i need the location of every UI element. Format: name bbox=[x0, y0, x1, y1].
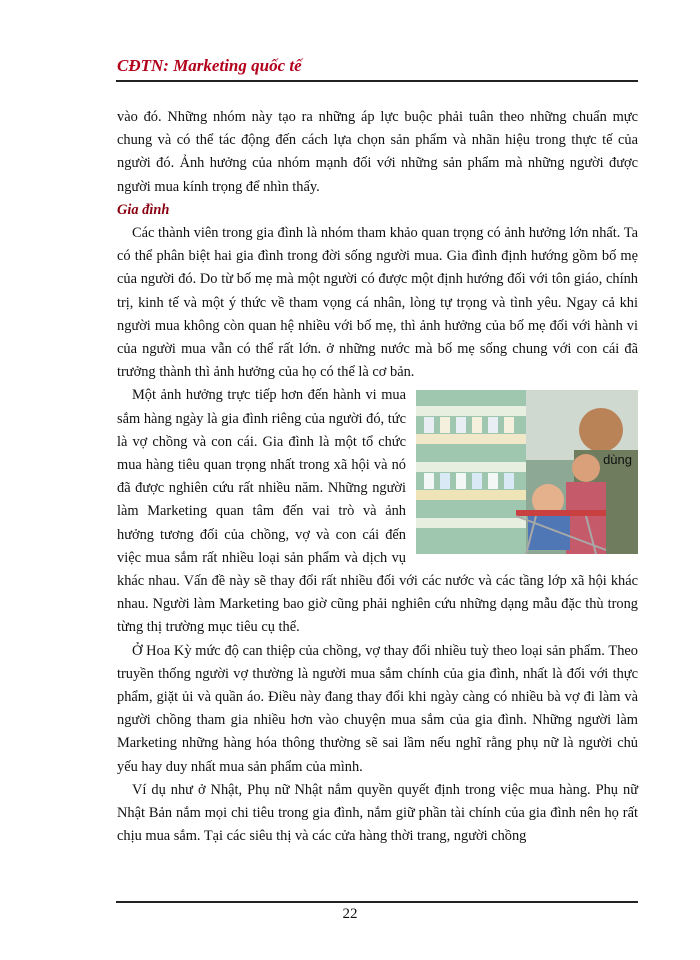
running-header-title: CĐTN: Marketing quốc tế bbox=[117, 56, 302, 75]
footer-divider bbox=[116, 901, 638, 903]
header-divider bbox=[116, 80, 638, 82]
supermarket-photo-illustration bbox=[416, 390, 638, 554]
paragraph-3: Một ảnh hưởng trực tiếp hơn đến hành vi mua sắm hàng ngày là gia đình riêng của người đó, tức là vợ chồng và con cái. Gia đình là một tổ chức mua hàng tiêu quan trọng nhất trong xã hội và nó đã được nghiên cứu rất nhiều năm. Những người làm Marketing quan tâm đến vai trò và ảnh hưởng tương đối của chồng, vợ và con cái đến việc mua sắm rất nhiều loại sản phẩm và dịch vụ khác nhau. Vấn đề này sẽ thay đổi rất nhiều đối với các nước và các tầng lớp xã hội khác nhau. Người làm Marketing bao giờ cũng phải nghiên cứu những dạng mẫu đặc thù trong từng thị trường mục tiêu cụ thể. bbox=[117, 387, 638, 636]
page-number: 22 bbox=[342, 906, 358, 922]
family-shopping-photo bbox=[416, 390, 638, 554]
section-heading-family: Gia đình bbox=[117, 201, 170, 218]
paragraph-4: Ở Hoa Kỳ mức độ can thiệp của chồng, vợ thay đổi nhiều tuỳ theo loại sản phẩm. Theo truyền thống người vợ thường là người mua sắm chính của gia đình, nhất là đối với thực phẩm, giặt ủi và quần áo. Điều này đang thay đổi khi ngày càng có nhiều bà vợ đi làm và người chồng tham gia nhiều hơn vào chuyện mua sắm của gia đình. Những người làm Marketing những hàng hóa thông thường sẽ sai lầm nếu nghĩ rằng phụ nữ là người chủ yếu hay duy nhất mua sản phẩm của mình. bbox=[117, 642, 638, 775]
paragraph-1: vào đó. Những nhóm này tạo ra những áp lực buộc phải tuân theo những chuẩn mực chung và có thể tác động đến cách lựa chọn sản phẩm và nhãn hiệu trong thực tế của người đó. Ảnh hưởng của nhóm mạnh đối với những sản phẩm mà những người được người mua kính trọng để nhìn thấy. bbox=[117, 109, 638, 195]
paragraph-2: Các thành viên trong gia đình là nhóm tham khảo quan trọng có ảnh hưởng lớn nhất. Ta có thể phân biệt hai gia đình trong đời sống người mua. Gia đình định hướng gồm bố mẹ của người đó. Do từ bố mẹ mà một người có được một định hướng đối với tôn giáo, chính trị, kinh tế và một ý thức về tham vọng cá nhân, lòng tự trọng và tình yêu. Ngay cả khi người mua không còn quan hệ nhiều với bố mẹ, thì ảnh hưởng của bố mẹ đối với hành vi của người mua vẫn có thể rất lớn. ở những nước mà bố mẹ sống chung với con cái đã trưởng thành thì ảnh hưởng của họ có thể là cơ bản. bbox=[117, 225, 638, 381]
photo-caption: dùng bbox=[603, 452, 632, 468]
page-body bbox=[117, 106, 638, 849]
paragraph-5: Ví dụ như ở Nhật, Phụ nữ Nhật nắm quyền quyết định trong việc mua hàng. Phụ nữ Nhật Bản nắm mọi chi tiêu trong gia đình, nắm giữ phần tài chính của gia đình nên họ rất chịu mua sắm. Tại các siêu thị và các cửa hàng thời trang, người chồng bbox=[117, 781, 638, 845]
